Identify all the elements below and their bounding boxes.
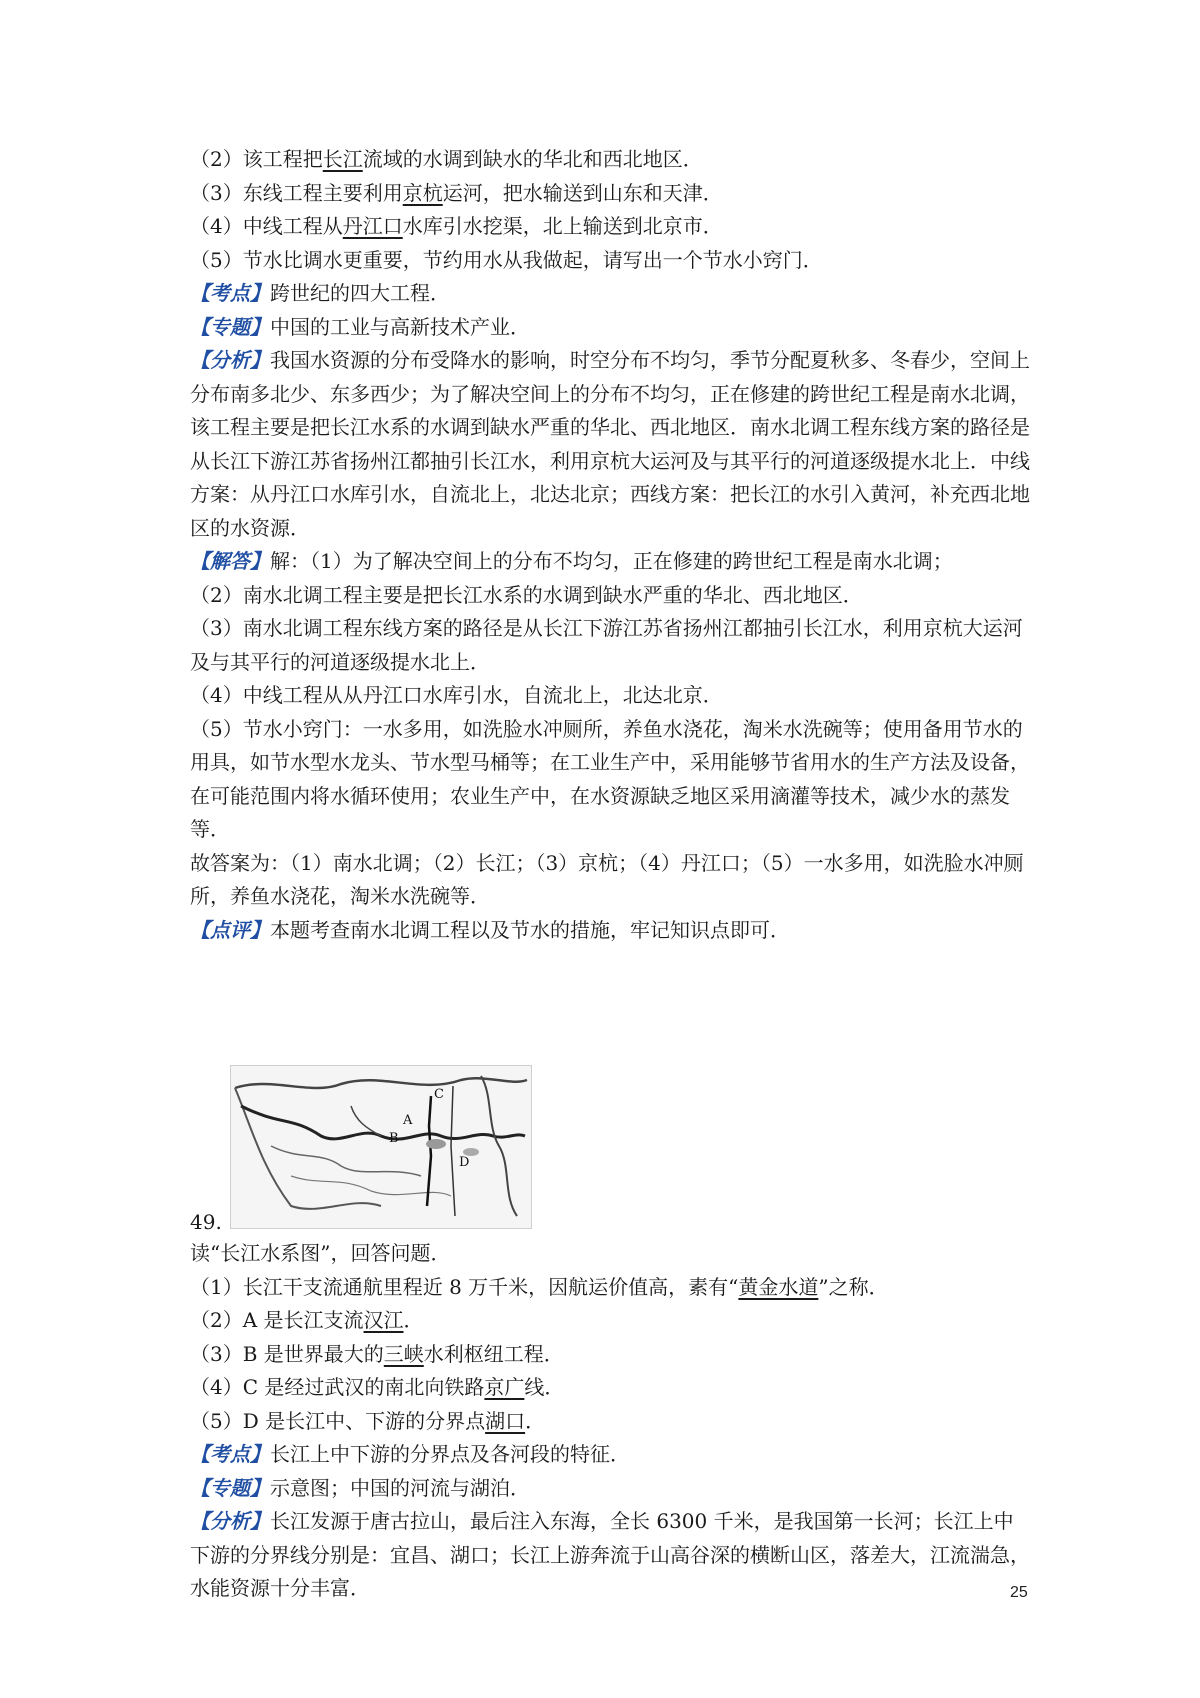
fenxi-paragraph: 【分析】长江发源于唐古拉山，最后注入东海，全长 6300 千米，是我国第一长河；长江上中下游的分界线分别是：宜昌、湖口；长江上游奔流于山高谷深的横断山区，落差大，江流湍急，水能资源十分丰富． (190, 1509, 1030, 1600)
answer-step: （4）中线工程从从丹江口水库引水，自流北上，北达北京． (190, 683, 723, 707)
question-line: （1）长江干支流通航里程近 8 万千米，因航运价值高，素有“黄金水道”之称． (190, 1274, 889, 1299)
zhuanti-tag: 【专题】 (190, 314, 270, 339)
fenxi-tag: 【分析】 (190, 1509, 270, 1533)
map-label-a: A (403, 1113, 413, 1128)
page-number: 25 (1010, 1584, 1028, 1601)
question-prompt: 读“长江水系图”，回答问题． (190, 1241, 451, 1265)
answer-step: （5）节水小窍门：一水多用，如洗脸水冲厕所，养鱼水浇花，淘米水洗碗等；使用备用节水的用具，如节水型水龙头、节水型马桶等；在工业生产中，采用能够节省用水的生产方法及设备，在可能范围内将水循环使用；农业生产中，在水资源缺乏地区采用滴灌等技术，减少水的蒸发等． (190, 716, 1030, 841)
question-line: （3）B 是世界最大的三峡水利枢纽工程． (190, 1341, 564, 1366)
kaodian-line: 【考点】跨世纪的四大工程． (190, 281, 450, 305)
answer-underline: 丹江口 (342, 214, 403, 238)
answer-step: （3）南水北调工程东线方案的路径是从长江下游江苏省扬州江都抽引长江水，利用京杭大运河及与其平行的河道逐级提水北上． (190, 616, 1023, 674)
answer-underline: 三峡 (383, 1341, 424, 1366)
answer-underline: 京杭 (402, 180, 443, 205)
question-line: （5）D 是长江中、下游的分界点湖口． (190, 1408, 546, 1433)
answer-underline: 汉江 (363, 1308, 404, 1332)
fenxi-tag: 【分析】 (190, 348, 270, 372)
zhuanti-line: 【专题】中国的工业与高新技术产业． (190, 314, 530, 339)
answer-underline: 黄金水道 (738, 1274, 819, 1299)
question-line: （5）节水比调水更重要，节约用水从我做起，请写出一个节水小窍门． (190, 247, 823, 272)
answer-step: （2）南水北调工程主要是把长江水系的水调到缺水严重的华北、西北地区． (190, 582, 863, 607)
answer-underline: 湖口 (485, 1408, 526, 1433)
final-answer: 故答案为：（1）南水北调；（2）长江；（3）京杭；（4）丹江口；（5）一水多用，如洗脸水冲厕所，养鱼水浇花，淘米水洗碗等． (190, 850, 1024, 908)
question-49-figure-row (190, 1065, 1030, 1237)
document-body (190, 143, 1030, 1606)
dianping-tag: 【点评】 (190, 917, 270, 942)
question-line: （2）A 是长江支流汉江． (190, 1308, 424, 1332)
map-label-b: B (389, 1131, 399, 1146)
jieda-line: 【解答】解：（1）为了解决空间上的分布不均匀，正在修建的跨世纪工程是南水北调； (190, 549, 953, 573)
answer-underline: 京广 (484, 1375, 525, 1399)
yangtze-river-map (230, 1065, 532, 1229)
map-label-c: C (434, 1087, 444, 1102)
map-label-d: D (459, 1155, 470, 1170)
question-line: （3）东线工程主要利用京杭运河，把水输送到山东和天津． (190, 180, 723, 205)
dianping-line: 【点评】本题考查南水北调工程以及节水的措施，牢记知识点即可． (190, 917, 790, 942)
question-number: 49. (190, 1210, 222, 1234)
jieda-tag: 【解答】 (190, 549, 270, 573)
kaodian-tag: 【考点】 (190, 281, 270, 305)
zhuanti-line: 【专题】示意图；中国的河流与湖泊． (190, 1475, 530, 1500)
kaodian-line: 【考点】长江上中下游的分界点及各河段的特征． (190, 1442, 630, 1466)
fenxi-paragraph: 【分析】我国水资源的分布受降水的影响，时空分布不均匀，季节分配夏秋多、冬春少，空间上分布南多北少、东多西少；为了解决空间上的分布不均匀，正在修建的跨世纪工程是南水北调，该工程主要是把长江水系的水调到缺水严重的华北、西北地区．南水北调工程东线方案的路径是从长江下游江苏省扬州江都抽引长江水，利用京杭大运河及与其平行的河道逐级提水北上．中线方案：从丹江口水库引水，自流北上，北达北京；西线方案：把长江的水引入黄河，补充西北地区的水资源． (190, 348, 1030, 540)
kaodian-tag: 【考点】 (190, 1442, 270, 1466)
question-line: （2）该工程把长江流域的水调到缺水的华北和西北地区． (190, 147, 703, 171)
answer-underline: 长江 (322, 147, 363, 171)
question-line: （4）C 是经过武汉的南北向铁路京广线． (190, 1375, 565, 1399)
zhuanti-tag: 【专题】 (190, 1475, 270, 1500)
question-line: （4）中线工程从丹江口水库引水挖渠，北上输送到北京市． (190, 214, 723, 238)
